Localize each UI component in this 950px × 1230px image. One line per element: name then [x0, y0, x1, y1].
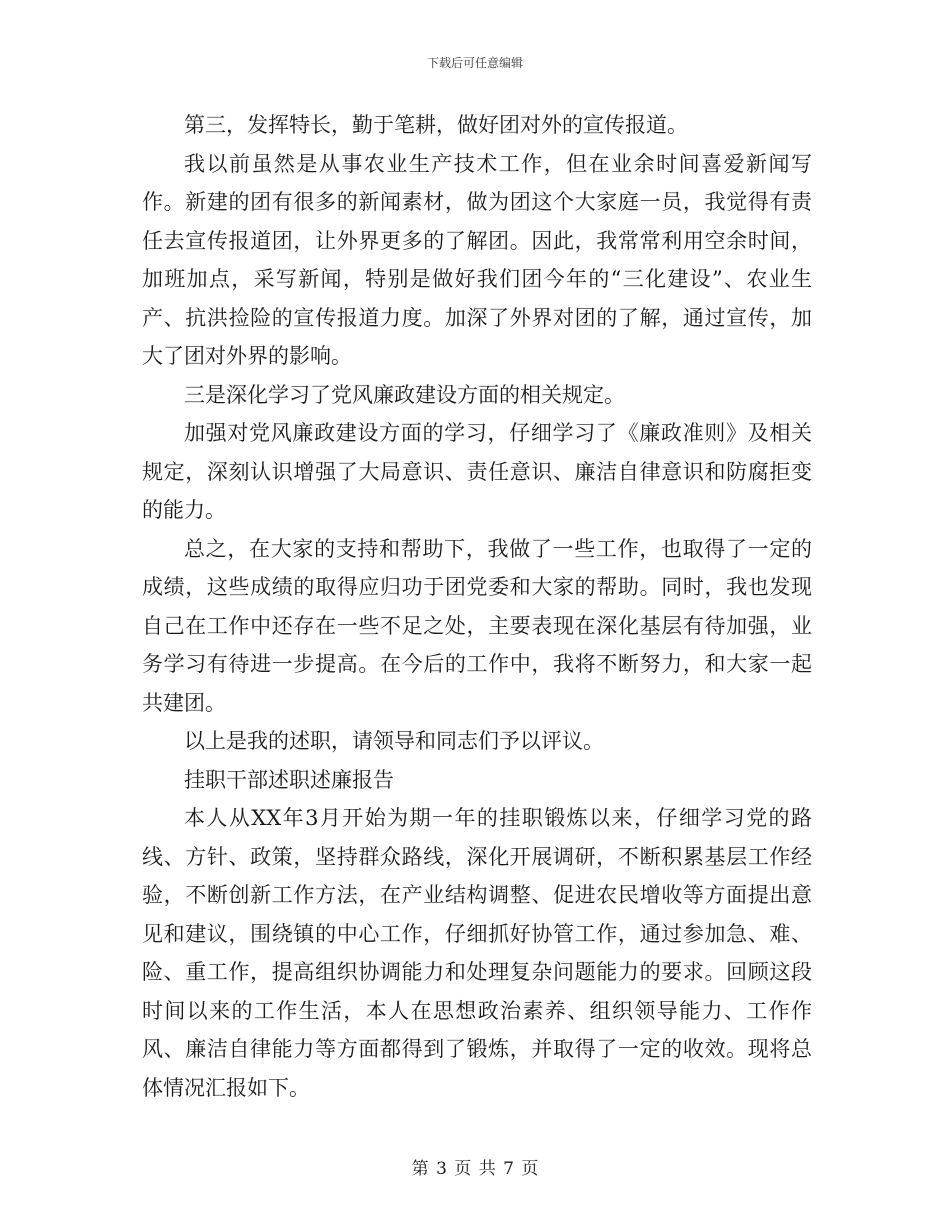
page-number: 第 3 页 共 7 页 — [411, 1159, 539, 1179]
document-body — [142, 106, 812, 1107]
page-header: 下载后可任意编辑 — [426, 56, 523, 70]
paragraph-summary: 总之，在大家的支持和帮助下，我做了一些工作，也取得了一定的成绩，这些成绩的取得应归功于团党委和大家的帮助。同时，我也发现自己在工作中还存在一些不足之处，主要表现在深化基层有待加强，业务学习有待进一步提高。在今后的工作中，我将不断努力，和大家一起共建团。 — [142, 536, 812, 715]
paragraph-integrity-study-heading: 三是深化学习了党风廉政建设方面的相关规定。 — [184, 382, 625, 407]
paragraph-news-writing: 我以前虽然是从事农业生产技术工作，但在业余时间喜爱新闻写作。新建的团有很多的新闻素材，做为团这个大家庭一员，我觉得有责任去宣传报道团，让外界更多的了解团。因此，我常常利用空余时间，加班加点，采写新闻，特别是做好我们团今年的“三化建设”、农业生产、抗洪捡险的宣传报道力度。加深了外界对团的了解，通过宣传，加大了团对外界的影响。 — [142, 151, 812, 368]
paragraph-integrity-study: 加强对党风廉政建设方面的学习，仔细学习了《廉政准则》及相关规定，深刻认识增强了大局意识、责任意识、廉洁自律意识和防腐拒变的能力。 — [142, 421, 812, 522]
section-title: 挂职干部述职述廉报告 — [184, 767, 394, 792]
paragraph-third-point: 第三，发挥特长，勤于笔耕，做好团对外的宣传报道。 — [184, 113, 688, 137]
paragraph-report-intro: 本人从XX年3月开始为期一年的挂职锻炼以来，仔细学习党的路线、方针、政策，坚持群众路线，深化开展调研，不断积累基层工作经验，不断创新工作方法，在产业结构调整、促进农民增收等方面提出意见和建议，围绕镇的中心工作，仔细抓好协管工作，通过参加急、难、险、重工作，提高组织协调能力和处理复杂问题能力的要求。回顾这段时间以来的工作生活，本人在思想政治素养、组织领导能力、工作作风、廉洁自律能力等方面都得到了锻炼，并取得了一定的收效。现将总体情况汇报如下。 — [142, 806, 812, 1100]
paragraph-closing: 以上是我的述职，请领导和同志们予以评议。 — [184, 729, 604, 753]
